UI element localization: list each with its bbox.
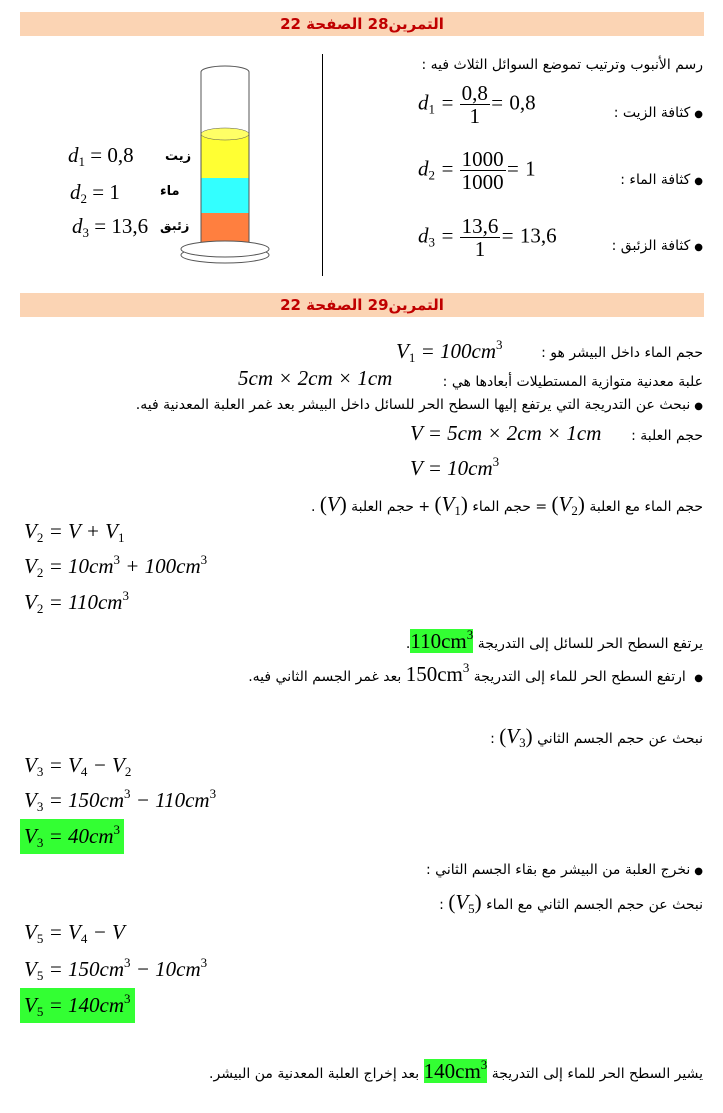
eq-v5-line1: $V_5 = V_4 - V$ — [24, 920, 125, 946]
second-body-text: ● ارتفع السطح الحر للماء إلى التدريجة $150cm^3$ بعد غمر الجسم الثاني فيه. — [248, 660, 703, 687]
block-volume-result: $V = 10cm^3$ — [410, 454, 500, 480]
water-name: ماء — [160, 184, 180, 199]
d2-label: $d_2 = 1$ — [70, 180, 120, 206]
search-with-water-text: نبحث عن حجم الجسم الثاني مع الماء $(V_5)$ : — [439, 890, 703, 916]
eq-v3-result: $V_3 = 40cm^3$ — [20, 819, 124, 854]
exercise-29-header: التمرين29 الصفحة 22 — [20, 293, 704, 317]
oil-layer — [201, 134, 249, 178]
eq-v5-line2: $V_5 = 150cm^3 - 10cm^3$ — [24, 955, 208, 983]
water-layer — [201, 178, 249, 213]
eq-v2-line3: $V_2 = 110cm^3$ — [24, 588, 129, 616]
oil-density-label: ● كثافة الزيت : — [614, 105, 703, 121]
block-volume-eq: V = 5cm × 2cm × 1cm — [410, 421, 602, 445]
mercury-density-eq: $d_3$ = $\frac{13,6}{1}$ = 13,6 — [418, 214, 557, 261]
ex28-intro: رسم الأنبوب وترتيب تموضع السوائل الثلاث فيه : — [421, 57, 703, 73]
d1-label: $d_1 = 0,8$ — [68, 143, 134, 169]
water-density-label: ● كثافة الماء : — [620, 172, 703, 188]
rises-text: يرتفع السطح الحر للسائل إلى التدريجة $110cm^3$. — [405, 627, 703, 653]
search-level-text: ● نبحث عن التدريجة التي يرتفع إليها السطح الحر للسائل داخل البيشر بعد غمر العلبة المعدنية فيه. — [136, 397, 703, 413]
water-density-eq: $d_2$ = $\frac{1000}{1000}$ = 1 — [418, 147, 536, 194]
eq-v2-line1: $V_2 = V + V_1$ — [24, 519, 125, 545]
mercury-density-label: ● كثافة الزئبق : — [612, 238, 703, 254]
water-volume-math: $V_1 = 100cm^3$ — [396, 337, 503, 365]
d3-label: $d_3 = 13,6$ — [72, 214, 149, 240]
water-volume-text: حجم الماء داخل البيشر هو : — [541, 345, 703, 361]
rises-value: $110cm^3$ — [410, 627, 474, 653]
final-text: يشير السطح الحر للماء إلى التدريجة $140cm^3$ بعد إخراج العلبة المعدنية من البيشر. — [209, 1057, 703, 1083]
exercise-28-header: التمرين28 الصفحة 22 — [20, 12, 704, 36]
mercury-name: زئبق — [160, 219, 190, 234]
eq-v5-result: $V_5 = 140cm^3$ — [20, 988, 135, 1023]
eq-v3-line2: $V_3 = 150cm^3 - 110cm^3$ — [24, 786, 217, 814]
final-value: $140cm^3$ — [423, 1057, 488, 1083]
block-volume-label: حجم العلبة : — [631, 428, 703, 444]
eq-v3-line1: $V_3 = V_4 - V_2$ — [24, 753, 132, 779]
sum-text: حجم الماء مع العلبة $(V_2)$ = حجم الماء $(V_1)$ + حجم العلبة (V) . — [310, 492, 703, 518]
block-dims: 5cm × 2cm × 1cm — [238, 366, 393, 390]
search-second-text: نبحث عن حجم الجسم الثاني $(V_3)$ : — [490, 724, 703, 750]
oil-name: زيت — [165, 149, 192, 164]
vertical-divider — [322, 54, 323, 276]
eq-v2-line2: $V_2 = 10cm^3 + 100cm^3$ — [24, 552, 208, 580]
remove-text: ● نخرج العلبة من البيشر مع بقاء الجسم الثاني : — [426, 862, 703, 878]
oil-density-eq: $d_1$ = $\frac{0,8}{1}$ = 0,8 — [418, 81, 536, 128]
block-text: علبة معدنية متوازية المستطيلات أبعادها هي : — [442, 374, 703, 390]
